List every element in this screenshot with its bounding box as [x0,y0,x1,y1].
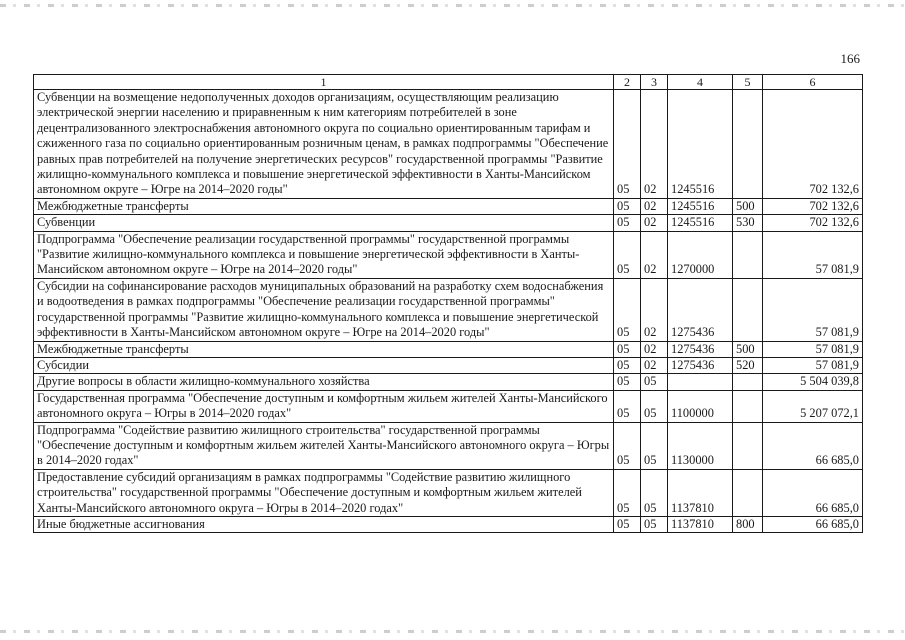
row-subsection: 05 [641,374,668,390]
row-subsection: 02 [641,215,668,231]
row-amount: 57 081,9 [763,278,863,341]
row-subsection: 02 [641,90,668,199]
page-number: 166 [840,51,860,66]
row-target-code: 1275436 [668,357,733,373]
row-target-code: 1245516 [668,90,733,199]
row-target-code: 1137810 [668,516,733,532]
row-section: 05 [614,231,641,278]
table-row [34,198,863,214]
column-header-expense-type: 5 [733,75,763,90]
row-name: Подпрограмма "Обеспечение реализации государственной программы" государственной программы "Развитие жилищно-коммунального комплекса и повышение энергетической эффективности в Ханты-Мансийском автономном округе – Югре на 2014–2020 годы" [34,231,614,278]
column-header-amount: 6 [763,75,863,90]
row-name: Предоставление субсидий организациям в рамках подпрограммы "Содействие развитию жилищного строительства" государственной программы "Обеспечение доступным и комфортным жильем жителей Ханты-Мансийского автономного округа – Югры в 2014–2020 годах" [34,469,614,516]
row-subsection: 02 [641,278,668,341]
row-subsection: 05 [641,422,668,469]
row-section: 05 [614,469,641,516]
scan-edge-top [0,4,905,7]
row-subsection: 05 [641,516,668,532]
row-amount: 702 132,6 [763,198,863,214]
row-subsection: 02 [641,341,668,357]
column-header-subsection: 3 [641,75,668,90]
column-header-name: 1 [34,75,614,90]
row-name: Межбюджетные трансферты [34,341,614,357]
table-row [34,215,863,231]
row-section: 05 [614,374,641,390]
column-header-section: 2 [614,75,641,90]
row-amount: 702 132,6 [763,90,863,199]
row-subsection: 05 [641,390,668,422]
row-section: 05 [614,215,641,231]
row-target-code: 1245516 [668,198,733,214]
row-target-code: 1130000 [668,422,733,469]
row-name: Другие вопросы в области жилищно-коммунального хозяйства [34,374,614,390]
row-section: 05 [614,198,641,214]
table-row [34,231,863,278]
row-section: 05 [614,390,641,422]
row-amount: 57 081,9 [763,231,863,278]
row-expense-type [733,469,763,516]
row-name: Иные бюджетные ассигнования [34,516,614,532]
row-target-code: 1270000 [668,231,733,278]
row-name: Субвенции [34,215,614,231]
row-expense-type [733,374,763,390]
row-subsection: 02 [641,231,668,278]
row-amount: 5 504 039,8 [763,374,863,390]
row-target-code: 1100000 [668,390,733,422]
table-row [34,90,863,199]
row-subsection: 05 [641,469,668,516]
row-expense-type [733,90,763,199]
row-amount: 5 207 072,1 [763,390,863,422]
row-target-code: 1275436 [668,278,733,341]
table-row [34,469,863,516]
row-amount: 702 132,6 [763,215,863,231]
row-target-code: 1245516 [668,215,733,231]
row-expense-type [733,278,763,341]
row-amount: 57 081,9 [763,357,863,373]
row-expense-type [733,231,763,278]
row-expense-type: 800 [733,516,763,532]
budget-table [33,74,863,533]
row-amount: 66 685,0 [763,469,863,516]
table-row [34,357,863,373]
row-section: 05 [614,357,641,373]
row-name: Субсидии [34,357,614,373]
table-row [34,390,863,422]
row-section: 05 [614,278,641,341]
row-expense-type: 500 [733,198,763,214]
row-target-code [668,374,733,390]
table-row [34,374,863,390]
column-header-target-code: 4 [668,75,733,90]
row-expense-type: 520 [733,357,763,373]
row-amount: 66 685,0 [763,422,863,469]
row-subsection: 02 [641,357,668,373]
row-section: 05 [614,422,641,469]
scan-edge-bottom [0,630,905,633]
row-target-code: 1275436 [668,341,733,357]
row-expense-type [733,390,763,422]
row-name: Государственная программа "Обеспечение доступным и комфортным жильем жителей Ханты-Мансийского автономного округа – Югры в 2014–2020 годах" [34,390,614,422]
row-subsection: 02 [641,198,668,214]
row-section: 05 [614,90,641,199]
row-name: Подпрограмма "Содействие развитию жилищного строительства" государственной программы "Обеспечение доступным и комфортным жильем жителей Ханты-Мансийского автономного округа – Югры в 2014–2020 годах" [34,422,614,469]
row-amount: 66 685,0 [763,516,863,532]
row-amount: 57 081,9 [763,341,863,357]
row-name: Межбюджетные трансферты [34,198,614,214]
row-section: 05 [614,516,641,532]
table-row [34,278,863,341]
row-name: Субсидии на софинансирование расходов муниципальных образований на разработку схем водоснабжения и водоотведения в рамках подпрограммы "Обеспечение реализации государственной программы" государственной программы "Развитие жилищно-коммунального комплекса и повышение энергетической эффективности в Ханты-Мансийском автономном округе – Югре на 2014–2020 годы" [34,278,614,341]
row-expense-type [733,422,763,469]
table-row [34,341,863,357]
row-name: Субвенции на возмещение недополученных доходов организациям, осуществляющим реализацию электрической энергии населению и приравненным к ним категориям потребителей в зоне децентрализованного электроснабжения автономного округа по социально ориентированным тарифам и сжиженного газа по социально ориентированным розничным ценам, в рамках подпрограммы "Обеспечение равных прав потребителей на получение энергетических ресурсов" государственной программы "Развитие жилищно-коммунального комплекса и повышение энергетической эффективности в Ханты-Мансийском автономном округе – Югре на 2014–2020 годы" [34,90,614,199]
row-expense-type: 500 [733,341,763,357]
row-target-code: 1137810 [668,469,733,516]
table-row [34,422,863,469]
row-section: 05 [614,341,641,357]
row-expense-type: 530 [733,215,763,231]
table-header-row [34,75,863,90]
table-row [34,516,863,532]
